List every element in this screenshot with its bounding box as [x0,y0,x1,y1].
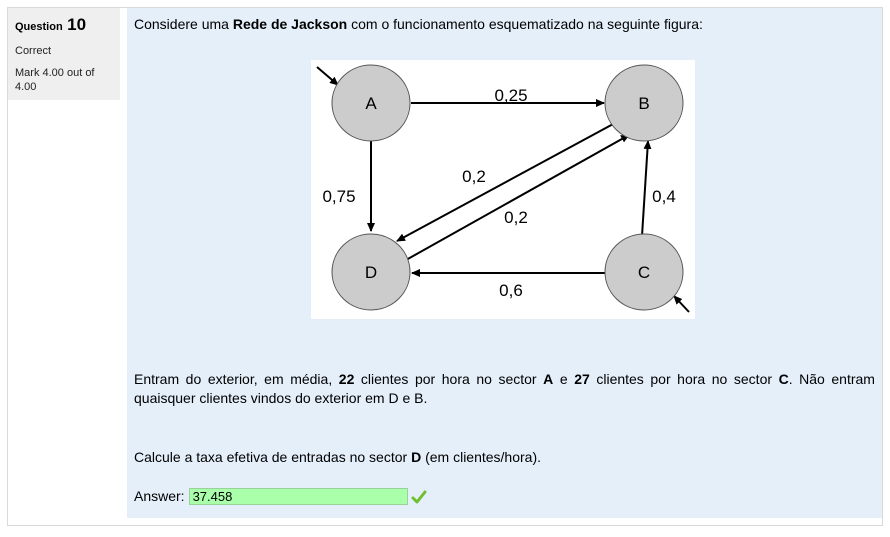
question-label: Question [15,21,63,33]
question-intro [134,15,874,34]
external-arrow-c [674,296,689,312]
question-number [15,15,113,35]
question-content [127,8,882,518]
question-info [8,8,120,100]
p3-text: Calcule a taxa efetiva de entradas no sector [134,449,412,465]
node-d-label: D [364,263,378,282]
edge-b-d-label: 0,2 [462,167,486,186]
p2-bold-c: C [778,371,789,387]
node-d [332,234,410,310]
edge-d-b-label: 0,2 [504,208,528,227]
node-a-label: A [365,94,377,113]
p2-text: Entram do exterior, em média, [134,371,339,387]
jackson-network-figure [311,60,695,319]
node-c-label: C [637,263,651,282]
p2-text: clientes por hora no sector [354,371,544,387]
correct-check-icon [411,489,427,505]
edge-c-d-label: 0,6 [499,281,523,300]
intro-text-end: com o funcionamento esquematizado na seguinte figura: [347,16,703,32]
p2-bold-27: 27 [574,371,590,387]
intro-bold: Rede de Jackson [232,16,348,32]
answer-row [134,487,427,506]
question-grade: Mark 4.00 out of 4.00 [15,67,95,93]
edge-c-b [642,141,648,236]
p2-text: . Não entram quaisquer clientes vindos do exterior em D e B. [134,371,875,406]
question-number-value: 10 [67,15,87,34]
node-a [332,65,410,141]
p2-text: clientes por hora no sector [589,371,779,387]
p3-text: (em clientes/hora). [421,449,542,465]
network-diagram [311,60,695,319]
answer-input[interactable] [189,488,408,505]
external-arrow-a [317,67,338,85]
question-paragraph-3 [134,448,875,467]
intro-text: Considere uma [134,16,233,32]
p2-bold-22: 22 [338,371,355,387]
p2-bold-a: A [543,371,554,387]
question-state: Correct [15,45,52,57]
answer-label: Answer: [134,488,185,504]
p3-bold-d: D [411,449,422,465]
edge-a-d-label: 0,75 [322,187,356,206]
edge-d-b [406,135,629,260]
edge-a-b-label: 0,25 [494,86,528,105]
edge-c-b-label: 0,4 [652,187,676,206]
node-c [605,234,683,310]
question-paragraph-2 [134,370,875,408]
node-b [605,65,683,141]
p2-text: e [553,371,575,387]
node-b-label: B [638,94,650,113]
